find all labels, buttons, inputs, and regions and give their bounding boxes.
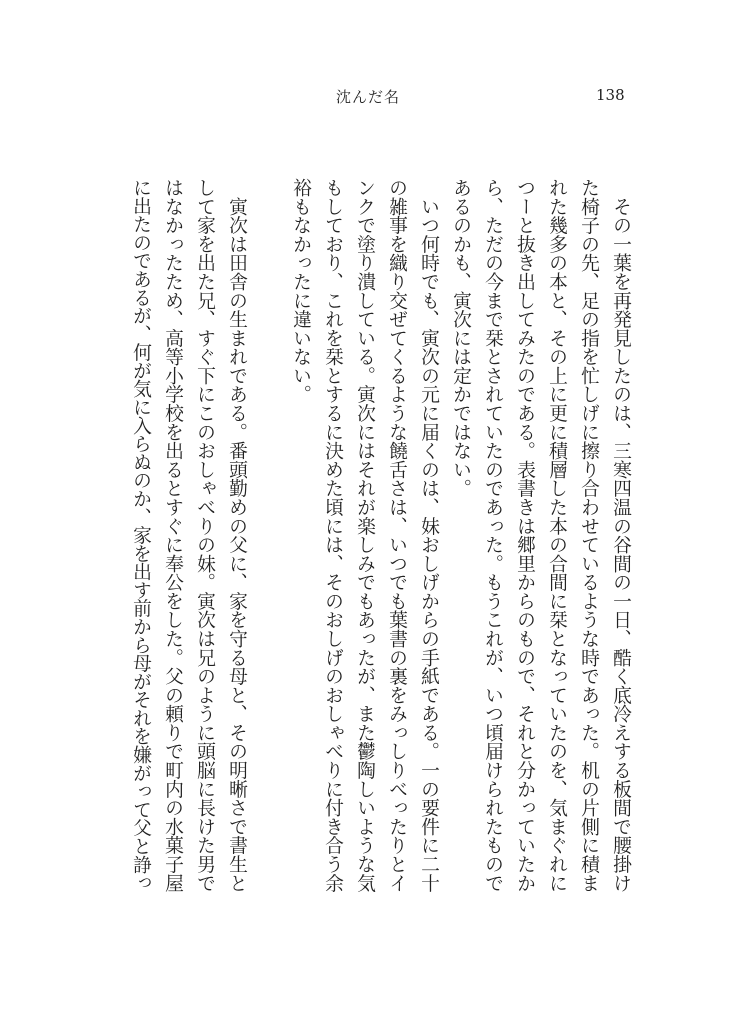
body-text [124, 178, 636, 898]
text-line: の雑事を織り交ぜてくるような饒舌さは、いつでも葉書の裏をみっしりべったりとイ [386, 178, 407, 893]
page-number: 138 [596, 86, 625, 104]
text-line: その一葉を再発見したのは、三寒四温の谷間の一日、酷く底冷えする板間で腰掛け [610, 178, 631, 893]
text-line: あるのかも、寅次には定かではない。 [450, 178, 471, 498]
text-line: 寅次は田舎の生まれである。番頭勤めの父に、家を守る母と、その明晰さで書生と [226, 178, 247, 893]
paragraph [124, 178, 252, 898]
text-line: つーと抜き出してみたのである。表書きは郷里からのもので、それと分かっていたか [514, 178, 535, 893]
text-line: いつ何時でも、寅次の元に届くのは、妹おしげからの手紙である。一の要件に二十 [418, 178, 439, 893]
text-line: ら、ただの今まで栞とされていたのであった。もうこれが、いつ頃届けられたもので [482, 178, 503, 893]
text-line: 裕もなかったに違いない。 [290, 178, 311, 404]
paragraph [444, 178, 636, 898]
text-line: れた幾多の本と、その上に更に積層した本の合間に栞となっていたのを、気まぐれに [546, 178, 567, 893]
text-line: に出たのであるが、何が気に入らぬのか、家を出す前から母がそれを嫌がって父と諍っ [130, 178, 151, 892]
running-title: 沈んだ名 [336, 88, 401, 106]
text-line: た椅子の先、足の指を忙しげに擦り合わせているような時であった。机の片側に積ま [578, 178, 599, 893]
text-line: ンクで塗り潰している。寅次にはそれが楽しみでもあったが、また鬱陶しいような気 [354, 178, 375, 893]
paragraph [284, 178, 444, 898]
text-line: もしており、これを栞とするに決めた頃には、そのおしげのおしゃべりに付き合う余 [322, 178, 343, 893]
text-line: はなかったため、高等小学校を出るとすぐに奉公をした。父の頼りで町内の水菓子屋 [162, 178, 183, 893]
text-line: して家を出た兄、すぐ下にこのおしゃべりの妹。寅次は兄のように頭脳に長けた男で [194, 178, 215, 893]
